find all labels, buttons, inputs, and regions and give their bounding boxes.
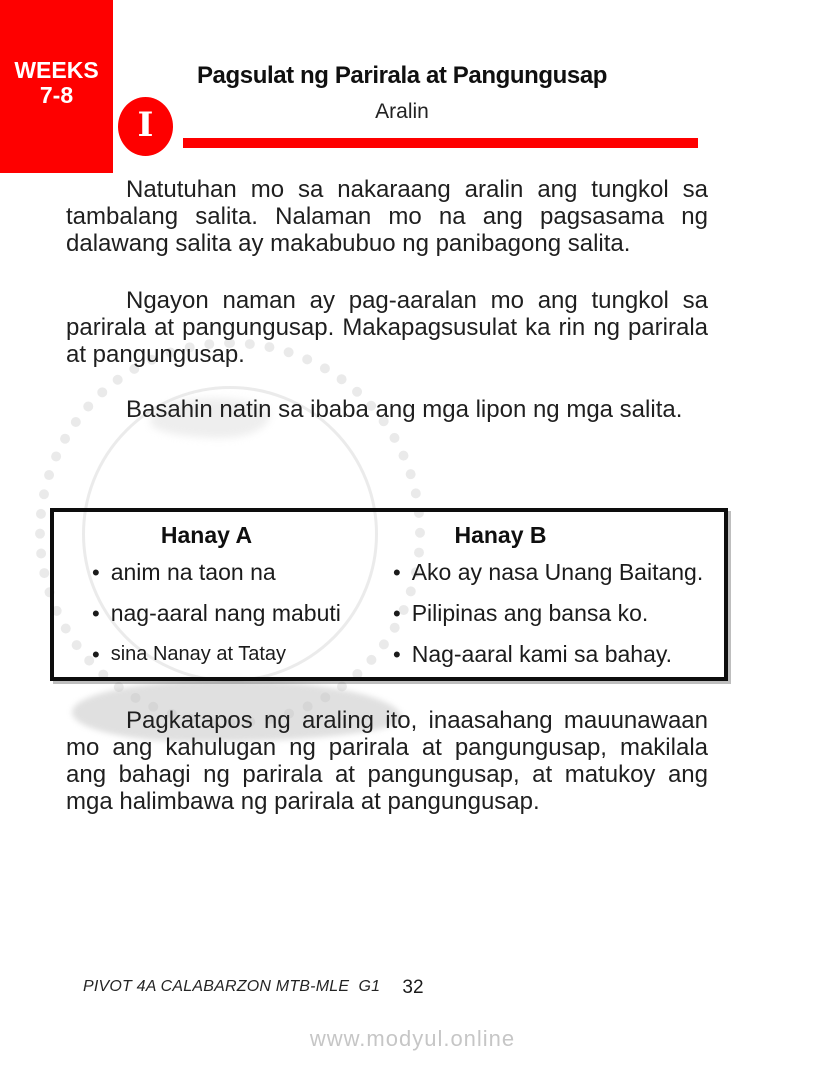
- paragraph-objectives: Pagkatapos ng araling ito, inaasahang mauunawaan mo ang kahulugan ng parirala at pangungusap, makilala ang bahagi ng parirala at pangungusap, at matukoy ang mga halimbawa ng parirala at pangungusap.: [66, 707, 708, 815]
- lesson-header: [85, 62, 719, 124]
- paragraph-intro: Natutuhan mo sa nakaraang aralin ang tungkol sa tambalang salita. Nalaman mo na ang pagsasama ng dalawang salita ay makabubuo ng panibagong salita.: [66, 176, 708, 257]
- list-item: [54, 634, 389, 675]
- footer-source-label: PIVOT 4A CALABARZON MTB-MLE G1: [83, 978, 381, 995]
- page-title: Pagsulat ng Parirala at Pangungusap: [196, 62, 608, 89]
- lesson-number-badge: [118, 97, 173, 156]
- column-hanay-b: [389, 512, 724, 677]
- bullet-icon: •: [393, 600, 401, 626]
- header-rule: [183, 138, 698, 148]
- bullet-icon: •: [393, 641, 401, 667]
- weeks-label-line1: WEEKS: [14, 56, 99, 83]
- bullet-icon: •: [92, 641, 100, 667]
- list-item-label: anim na taon na: [110, 559, 276, 585]
- lesson-subtitle: Aralin: [375, 100, 429, 123]
- lesson-numeral: I: [137, 105, 154, 145]
- list-item-label: nag-aaral nang mabuti: [110, 600, 341, 626]
- list-item-label: sina Nanay at Tatay: [110, 643, 286, 665]
- list-item: [389, 552, 724, 593]
- page-number: 32: [402, 977, 424, 998]
- list-item: [389, 634, 724, 675]
- list-item: [54, 593, 389, 634]
- column-hanay-a: [54, 512, 389, 677]
- column-header-hanay-a: Hanay A: [160, 522, 253, 548]
- word-groups-table: [50, 508, 728, 681]
- list-item-label: Nag-aaral kami sa bahay.: [411, 641, 673, 667]
- list-item: [54, 552, 389, 593]
- paragraph-overview: Ngayon naman ay pag-aaralan mo ang tungkol sa parirala at pangungusap. Makapagsusulat ka rin ng parirala at pangungusap.: [66, 287, 708, 368]
- weeks-label-line2: 7-8: [39, 81, 74, 108]
- list-item-label: Pilipinas ang bansa ko.: [411, 600, 649, 626]
- bullet-icon: •: [92, 559, 100, 585]
- site-watermark-label: www.modyul.online: [309, 1026, 516, 1051]
- bullet-icon: •: [92, 600, 100, 626]
- paragraph-instruction: Basahin natin sa ibaba ang mga lipon ng mga salita.: [126, 396, 683, 423]
- bullet-icon: •: [393, 559, 401, 585]
- list-item-label: Ako ay nasa Unang Baitang.: [411, 559, 704, 585]
- column-header-hanay-b: Hanay B: [454, 522, 547, 548]
- list-item: [389, 593, 724, 634]
